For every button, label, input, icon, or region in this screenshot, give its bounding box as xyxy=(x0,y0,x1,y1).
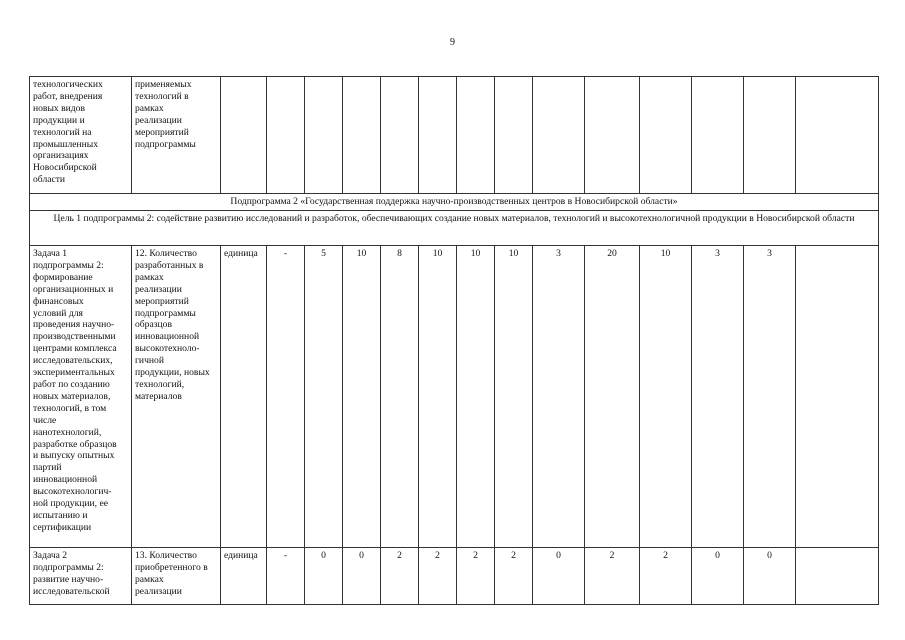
table-row xyxy=(30,548,879,605)
value-cell: 0 xyxy=(692,548,744,605)
value-cell xyxy=(533,77,585,194)
value-cell: 0 xyxy=(305,548,343,605)
value-cell: 0 xyxy=(744,548,796,605)
value-cell: - xyxy=(267,548,305,605)
indicator-cell: применяемых технологий в рамках реализации мероприятий подпрограммы xyxy=(132,77,221,194)
value-cell: 2 xyxy=(640,548,692,605)
value-cell xyxy=(796,548,879,605)
value-cell xyxy=(419,77,457,194)
value-cell: 3 xyxy=(533,246,585,548)
task-cell: технологических работ, внедрения новых видов продукции и технологий на промышленных организациях Новосибирской области xyxy=(30,77,132,194)
unit-cell: единица xyxy=(221,548,267,605)
goal-text: Цель 1 подпрограммы 2: содействие развитию исследований и разработок, обеспечивающих создание новых материалов, технологий и высокотехнологичной продукции в Новосибирской области xyxy=(30,211,879,246)
value-cell: 10 xyxy=(419,246,457,548)
value-cell: 10 xyxy=(640,246,692,548)
value-cell xyxy=(343,77,381,194)
value-cell: 0 xyxy=(533,548,585,605)
unit-cell: единица xyxy=(221,246,267,548)
value-cell xyxy=(267,77,305,194)
value-cell xyxy=(585,77,640,194)
value-cell: 10 xyxy=(495,246,533,548)
value-cell: 8 xyxy=(381,246,419,548)
goal-row xyxy=(30,211,879,246)
value-cell xyxy=(796,246,879,548)
page-number: 9 xyxy=(450,37,455,48)
value-cell: 3 xyxy=(744,246,796,548)
table-row xyxy=(30,246,879,548)
value-cell: 10 xyxy=(343,246,381,548)
value-cell xyxy=(381,77,419,194)
value-cell: 3 xyxy=(692,246,744,548)
indicator-cell: 12. Количество разработанных в рамках реализации мероприятий подпрограммы образцов инновационной высокотехноло- гичной продукции, новых технологий, материалов xyxy=(132,246,221,548)
value-cell xyxy=(796,77,879,194)
value-cell xyxy=(744,77,796,194)
value-cell xyxy=(495,77,533,194)
indicators-table xyxy=(29,76,879,605)
value-cell: 10 xyxy=(457,246,495,548)
value-cell: 2 xyxy=(495,548,533,605)
value-cell xyxy=(692,77,744,194)
value-cell xyxy=(305,77,343,194)
value-cell: - xyxy=(267,246,305,548)
subprogram-title: Подпрограмма 2 «Государственная поддержка научно-производственных центров в Новосибирской области» xyxy=(30,194,879,211)
value-cell: 0 xyxy=(343,548,381,605)
task-cell: Задача 1 подпрограммы 2: формирование организационных и финансовых условий для проведения научно- производственными центрами комплекса исследовательских, экспериментальных работ по созданию новых материалов, технологий, в том числе нанотехнологий, разработке образцов и выпуску опытных партий инновационной высокотехнологич- ной продукции, ее испытанию и сертификации xyxy=(30,246,132,548)
value-cell xyxy=(457,77,495,194)
value-cell: 5 xyxy=(305,246,343,548)
value-cell: 2 xyxy=(585,548,640,605)
value-cell xyxy=(640,77,692,194)
unit-cell xyxy=(221,77,267,194)
task-cell: Задача 2 подпрограммы 2: развитие научно- исследовательской xyxy=(30,548,132,605)
value-cell: 2 xyxy=(457,548,495,605)
value-cell: 20 xyxy=(585,246,640,548)
value-cell: 2 xyxy=(419,548,457,605)
indicator-cell: 13. Количество приобретенного в рамках реализации xyxy=(132,548,221,605)
table-row xyxy=(30,77,879,194)
value-cell: 2 xyxy=(381,548,419,605)
subprogram-header-row xyxy=(30,194,879,211)
